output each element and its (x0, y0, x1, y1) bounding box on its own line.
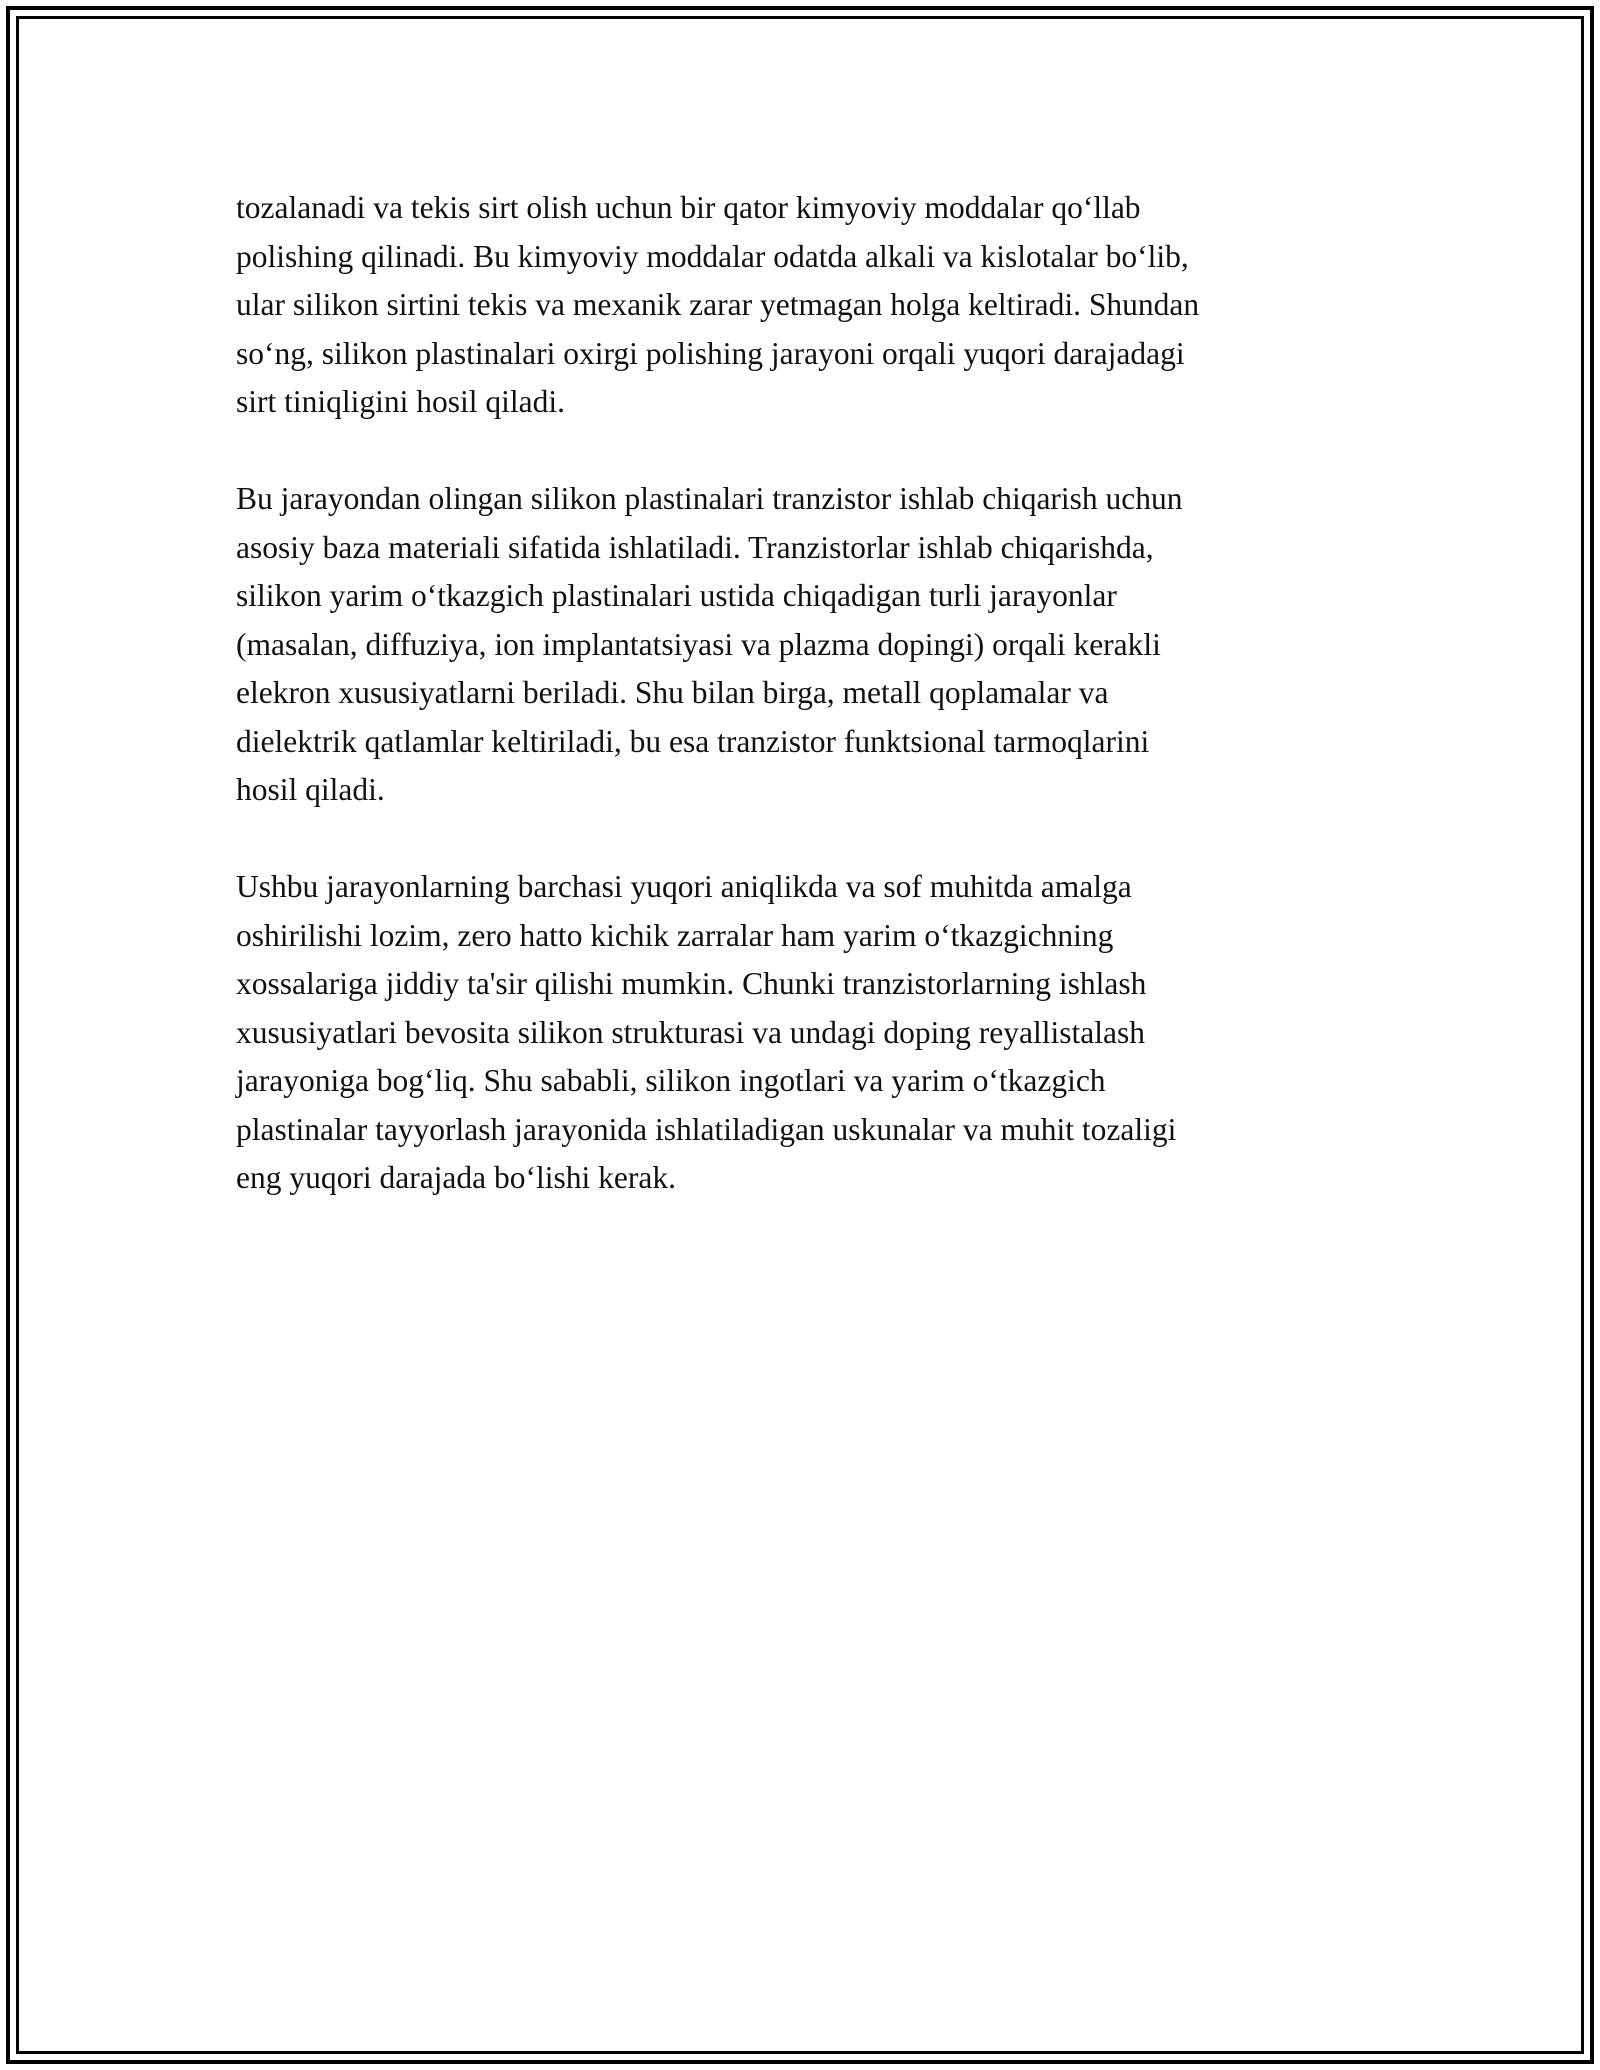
text-line: dielektrik qatlamlar keltiriladi, bu esa tranzistor funktsional tarmoqlarini (236, 723, 1150, 759)
text-line: sirt tiniqligini hosil qiladi. (236, 384, 566, 419)
paragraph-1 (236, 184, 1386, 427)
text-line: Ushbu jarayonlarning barchasi yuqori aniqlikda va sof muhitda amalga (236, 869, 1132, 904)
paragraph-2 (236, 475, 1386, 815)
text-line: tozalanadi va tekis sirt olish uchun bir qator kimyoviy moddalar qo‘llab (236, 190, 1141, 225)
text-line: oshirilishi lozim, zero hatto kichik zarralar ham yarim o‘tkazgichning (236, 917, 1114, 953)
text-line: jarayoniga bog‘liq. Shu sababli, silikon ingotlari va yarim o‘tkazgich (236, 1063, 1106, 1098)
text-line: so‘ng, silikon plastinalari oxirgi polishing jarayoni orqali yuqori darajadagi (236, 335, 1185, 371)
text-line: xossalariga jiddiy ta'sir qilishi mumkin. Chunki tranzistorlarning ishlash (236, 966, 1147, 1001)
text-line: Bu jarayondan olingan silikon plastinalari tranzistor ishlab chiqarish uchun (236, 481, 1183, 516)
text-line: plastinalar tayyorlash jarayonida ishlatiladigan uskunalar va muhit tozaligi (236, 1111, 1177, 1147)
text-line: silikon yarim o‘tkazgich plastinalari ustida chiqadigan turli jarayonlar (236, 578, 1117, 613)
text-line: eng yuqori darajada bo‘lishi kerak. (236, 1160, 676, 1195)
text-line: hosil qiladi. (236, 772, 385, 807)
text-line: ular silikon sirtini tekis va mexanik zarar yetmagan holga keltiradi. Shundan (236, 287, 1200, 322)
paragraph-3 (236, 863, 1386, 1203)
document-body (236, 184, 1386, 1251)
text-line: elekron xususiyatlarni beriladi. Shu bilan birga, metall qoplamalar va (236, 675, 1109, 710)
text-line: (masalan, diffuziya, ion implantatsiyasi va plazma dopingi) orqali kerakli (236, 626, 1161, 662)
text-line: xususiyatlari bevosita silikon strukturasi va undagi doping reyallistalash (236, 1014, 1145, 1050)
text-line: asosiy baza materiali sifatida ishlatiladi. Tranzistorlar ishlab chiqarishda, (236, 529, 1154, 565)
text-line: polishing qilinadi. Bu kimyoviy moddalar odatda alkali va kislotalar bo‘lib, (236, 238, 1189, 274)
